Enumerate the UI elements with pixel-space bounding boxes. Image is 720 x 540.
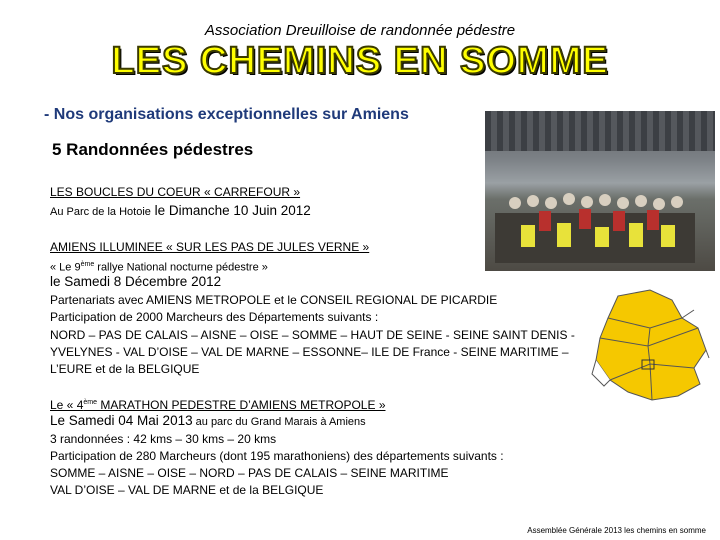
- event1-details: [50, 203, 311, 220]
- event3-title-post: MARATHON PEDESTRE D’AMIENS METROPOLE »: [97, 398, 386, 412]
- event1-title: LES BOUCLES DU COEUR « CARREFOUR »: [50, 185, 301, 199]
- event1-date: le Dimanche 10 Juin 2012: [150, 203, 311, 218]
- association-name: Association Dreuilloise de randonnée pédestre: [204, 22, 516, 39]
- footer-text: Assemblée Générale 2013 les chemins en somme: [527, 526, 706, 535]
- photo-crowd: [495, 173, 695, 263]
- event3-title-sup: ème: [83, 399, 97, 406]
- event1-place: Au Parc de la Hotoie: [50, 206, 151, 218]
- event2-date: le Samedi 8 Décembre 2012: [50, 274, 222, 289]
- event2-depts-line3: L’EURE et de la BELGIQUE: [50, 362, 200, 376]
- event3-depts-line1: SOMME – AISNE – OISE – NORD – PAS DE CALAIS – SEINE MARITIME: [50, 466, 449, 480]
- event3-participation: Participation de 280 Marcheurs (dont 195 marathoniens) des départements suivants :: [50, 449, 504, 463]
- region-map: [590, 288, 710, 403]
- group-photo: [485, 111, 715, 271]
- event3-title-pre: Le « 4: [50, 398, 84, 412]
- page-title: LES CHEMINS EN SOMME: [111, 40, 609, 82]
- event2-depts-line2: YVELYNES - VAL D’OISE – VAL DE MARNE – ESSONNE– ILE DE France - SEINE MARITIME –: [50, 345, 569, 359]
- event2-participation: Participation de 2000 Marcheurs des Départements suivants :: [50, 310, 379, 324]
- event2-rally: [50, 257, 268, 276]
- event2-rally-pre: « Le 9: [50, 261, 81, 274]
- event3-date: Le Samedi 04 Mai 2013: [50, 413, 193, 428]
- photo-roof: [485, 111, 715, 151]
- event3-title: [50, 395, 386, 413]
- event2-rally-sup: ème: [80, 261, 95, 268]
- section-title: 5 Randonnées pédestres: [52, 140, 254, 159]
- subtitle: - Nos organisations exceptionnelles sur Amiens: [44, 106, 409, 123]
- event3-distances: 3 randonnées : 42 kms – 30 kms – 20 kms: [50, 432, 277, 446]
- event3-depts-line2: VAL D’OISE – VAL DE MARNE et de la BELGIQUE: [50, 483, 324, 497]
- event2-rally-post: rallye National nocturne pédestre »: [94, 261, 268, 274]
- event2-depts-line1: NORD – PAS DE CALAIS – AISNE – OISE – SOMME – HAUT DE SEINE - SEINE SAINT DENIS -: [50, 328, 575, 342]
- event2-title: AMIENS ILLUMINEE « SUR LES PAS DE JULES VERNE »: [50, 240, 370, 254]
- event3-details: [50, 413, 366, 430]
- event2-partners: Partenariats avec AMIENS METROPOLE et le CONSEIL REGIONAL DE PICARDIE: [50, 293, 498, 307]
- event3-place: au parc du Grand Marais à Amiens: [192, 416, 366, 428]
